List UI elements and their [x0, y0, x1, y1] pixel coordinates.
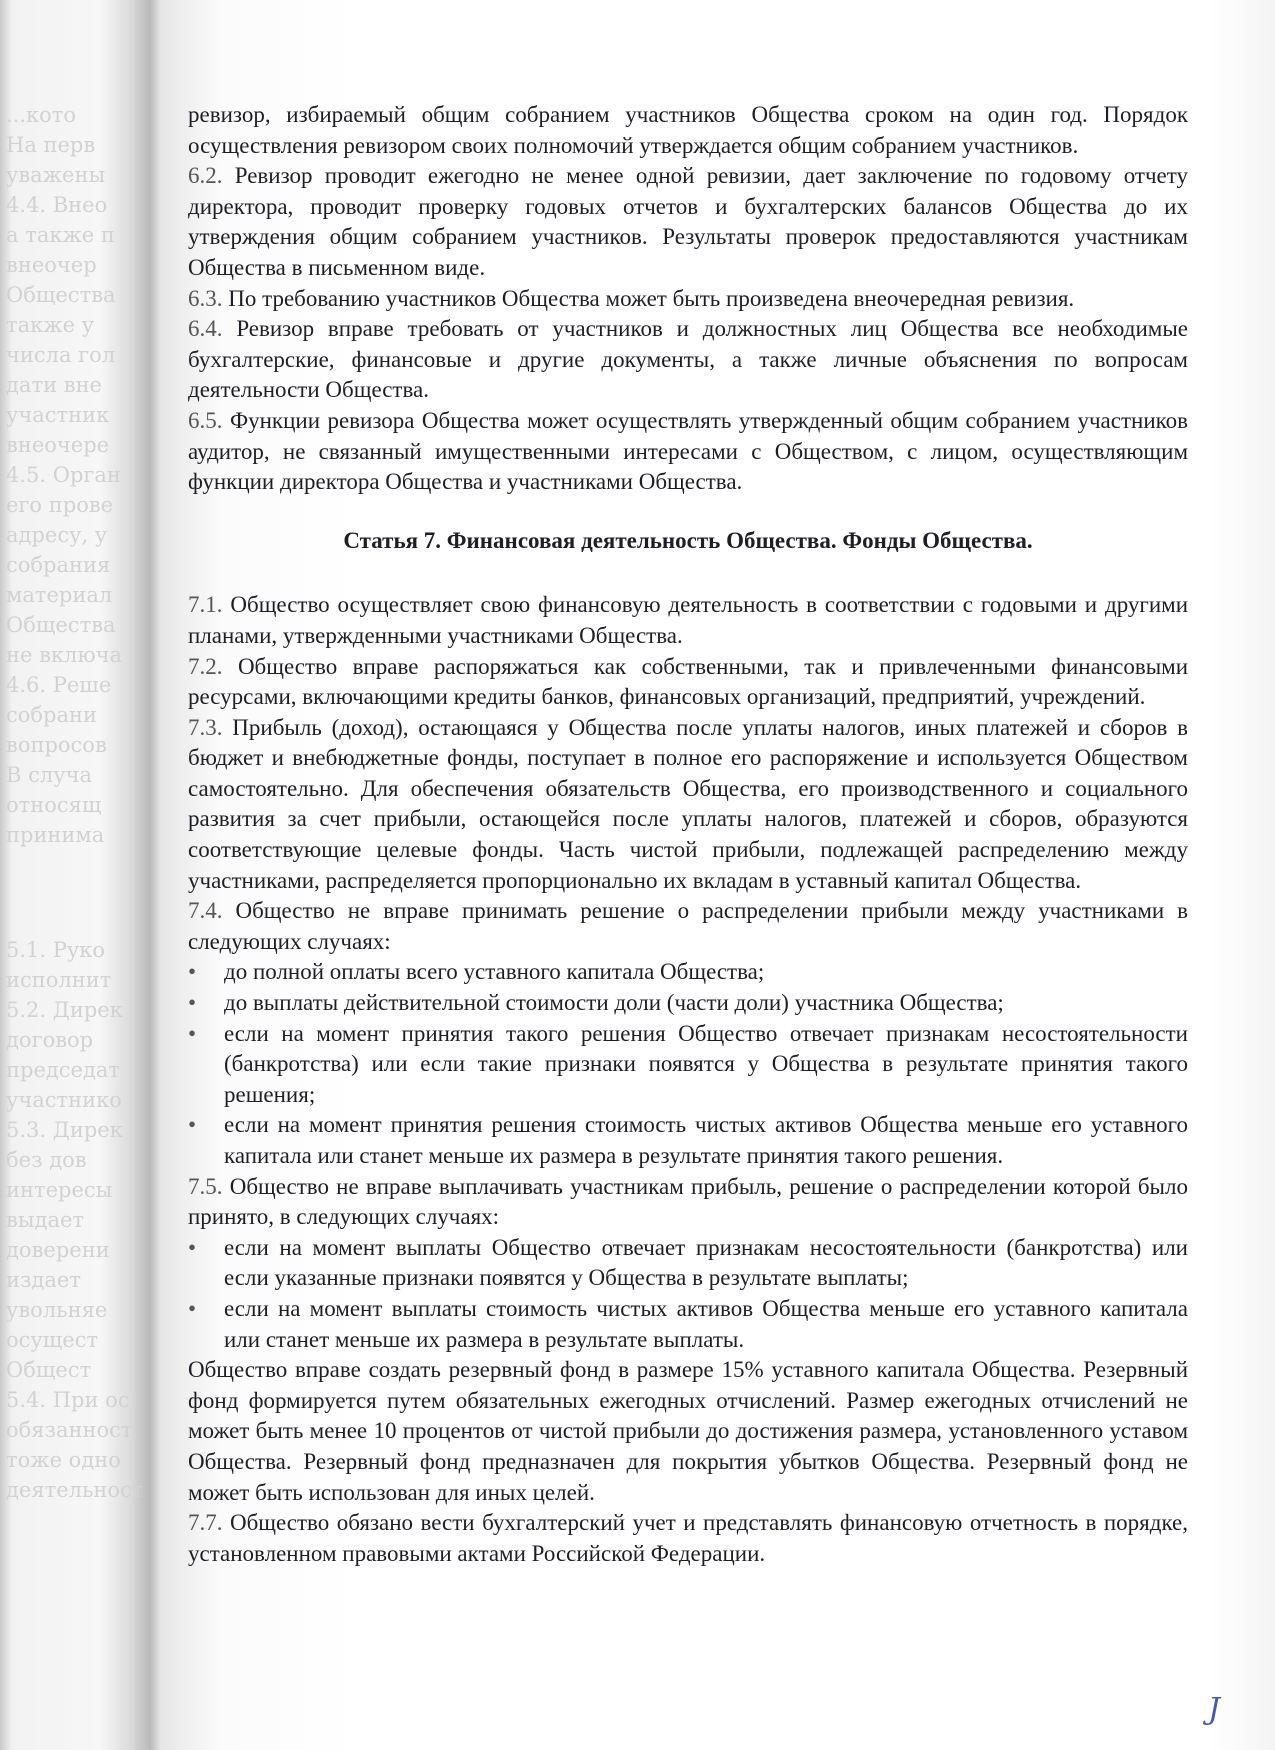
- paragraph-7-1: 7.1. Общество осуществляет свою финансовую деятельность в соответствии с годовыми и другими планами, утвержденными участниками Общества.: [188, 592, 1188, 648]
- list-item-7-5-1: • если на момент выплаты Общество отвечает признакам несостоятельности (банкротства) или если указанные признаки появятся у Общества в результате выплаты;: [188, 1234, 1188, 1291]
- list-item-7-4-1: • до полной оплаты всего уставного капитала Общества;: [188, 957, 1188, 988]
- bleed-through-text-upper: [6, 100, 156, 850]
- bleed-line: также у: [6, 313, 95, 337]
- bleed-line: доверени: [6, 1238, 110, 1262]
- bleed-line: 5.1. Руко: [6, 938, 106, 962]
- paragraph-7-7: 7.7. Общество обязано вести бухгалтерский учет и представлять финансовую отчетность в порядке, установленном правовыми актами Российской Федерации.: [188, 1510, 1189, 1566]
- paragraph-6-1-cont: ревизор, избираемый общим собранием участников Общества сроком на один год. Порядок осуществления ревизором своих полномочий утверждается общим собранием участников.: [188, 102, 1188, 158]
- article-7-heading: Статья 7. Финансовая деятельность Общества. Фонды Общества.: [343, 527, 1033, 553]
- bleed-line: 4.6. Реше: [6, 673, 112, 697]
- bleed-line: уважены: [6, 163, 106, 187]
- paragraph-6-5: 6.5. Функции ревизора Общества может осуществлять утвержденный общим собранием участников аудитор, не связанный имущественными интересами с Обществом, с лицом, осуществляющим функции директора Общества и участниками Общества.: [188, 407, 1188, 495]
- paragraph-7-2: 7.2. Общество вправе распоряжаться как собственными, так и привлеченными финансовыми ресурсами, включающими кредиты банков, финансовых организаций, предприятий, учреждений.: [188, 653, 1189, 710]
- bleed-line: тоже одно: [6, 1448, 121, 1472]
- bleed-line: адресу, у: [6, 523, 108, 547]
- list-item-7-5-2: • если на момент выплаты стоимость чистых активов Общества меньше его уставного капитала или станет меньше их размера в результате выплаты.: [188, 1295, 1188, 1352]
- bleed-line: участнико: [6, 1088, 122, 1112]
- bleed-line: издает: [6, 1268, 81, 1292]
- bleed-line: В случа: [6, 763, 92, 787]
- bullet-icon: •: [188, 1295, 197, 1321]
- paragraph-7-3: 7.3. Прибыль (доход), остающаяся у Общества после уплаты налогов, иных платежей и сборов в бюджет и внебюджетные фонды, поступает в полное его распоряжение и используется Обществом самостоятельно. Для обеспечения обязательств Общества, его производственного и социального развития за счет прибыли, остающейся после уплаты налогов, платежей и сборов, образуются соответствующие целевые фонды. Часть чистой прибыли, подлежащей распределению между участниками, распределяется пропорционально их вкладам в уставный капитал Общества.: [188, 714, 1189, 893]
- bleed-line: 5.4. При ос: [6, 1388, 130, 1412]
- bleed-line: не включа: [6, 643, 123, 667]
- bleed-line: исполнит: [6, 968, 112, 992]
- bullet-icon: •: [188, 1234, 197, 1260]
- bleed-line: числа гол: [6, 343, 116, 367]
- bleed-line: его прове: [6, 493, 114, 517]
- bleed-line: Общества: [6, 613, 116, 637]
- bleed-line: обязанност: [6, 1418, 133, 1442]
- bleed-line: Общест: [6, 1358, 92, 1382]
- handwritten-initial: Ϳ: [1208, 1692, 1221, 1727]
- bleed-line: осущест: [6, 1328, 99, 1352]
- paragraph-6-4: 6.4. Ревизор вправе требовать от участников и должностных лиц Общества все необходимые бухгалтерские, финансовые и другие документы, а также личные объяснения по вопросам деятельности Общества.: [188, 316, 1188, 403]
- bleed-line: 4.5. Орган: [6, 463, 121, 487]
- adjacent-page-edge: [0, 0, 160, 1750]
- bleed-line: 4.4. Внео: [6, 193, 108, 217]
- bleed-line: собрания: [6, 553, 111, 577]
- paragraph-7-4: 7.4. Общество не вправе принимать решение о распределении прибыли между участниками в следующих случаях:: [188, 898, 1189, 954]
- bleed-line: внеочер: [6, 253, 97, 277]
- bleed-line: без дов: [6, 1148, 87, 1172]
- bleed-line: выдает: [6, 1208, 85, 1232]
- bleed-line: а также п: [6, 223, 115, 247]
- paragraph-7-5: 7.5. Общество не вправе выплачивать участникам прибыль, решение о распределении которой было принято, в следующих случаях:: [188, 1173, 1188, 1230]
- paragraph-6-3: 6.3. По требованию участников Общества может быть произведена внеочередная ревизия.: [188, 285, 1075, 311]
- bleed-line: принима: [6, 823, 105, 847]
- bleed-line: 5.2. Дирек: [6, 998, 123, 1022]
- bleed-line: договор: [6, 1028, 94, 1052]
- bleed-line: На перв: [6, 133, 96, 157]
- bleed-line: внеочере: [6, 433, 110, 457]
- document-body: [188, 100, 1188, 1569]
- bleed-line: вопросов: [6, 733, 107, 757]
- bleed-line: Общества: [6, 283, 116, 307]
- list-item-7-4-4: • если на момент принятия решения стоимость чистых активов Общества меньше его уставного капитала или станет меньше их размера в результате принятия такого решения.: [188, 1112, 1188, 1168]
- bullet-icon: •: [188, 959, 197, 985]
- bleed-line: материал: [6, 583, 113, 607]
- bleed-line: дати вне: [6, 373, 102, 397]
- bleed-through-text-lower: [6, 935, 156, 1505]
- bleed-line: участник: [6, 403, 110, 427]
- bleed-line: относящ: [6, 793, 102, 817]
- bleed-line: деятельност: [6, 1478, 144, 1502]
- bleed-line: собрани: [6, 703, 98, 727]
- bullet-icon: •: [188, 990, 197, 1016]
- list-item-7-4-2: • до выплаты действительной стоимости доли (части доли) участника Общества;: [188, 988, 1188, 1019]
- bullet-icon: •: [188, 1112, 197, 1138]
- list-item-7-4-3: • если на момент принятия такого решения Общество отвечает признакам несостоятельности (банкротства) или если такие признаки появятся у Общества в результате принятия такого решения;: [188, 1020, 1188, 1107]
- bleed-line: 5.3. Дирек: [6, 1118, 123, 1142]
- bleed-line: увольняе: [6, 1298, 108, 1322]
- paragraph-reserve-fund: Общество вправе создать резервный фонд в размере 15% уставного капитала Общества. Резервный фонд формируется путем обязательных ежегодных отчислений. Размер ежегодных отчислений не может быть менее 10 процентов от чистой прибыли до достижения размера, установленного уставом Общества. Резервный фонд предназначен для покрытия убытков Общества. Резервный фонд не может быть использован для иных целей.: [188, 1357, 1188, 1505]
- bleed-line: интересы: [6, 1178, 113, 1202]
- bullet-icon: •: [188, 1020, 197, 1046]
- bleed-line: председат: [6, 1058, 121, 1082]
- bleed-line: ...кото: [6, 103, 77, 127]
- paragraph-6-2: 6.2. Ревизор проводит ежегодно не менее одной ревизии, дает заключение по годовому отчету директора, проводит проверку годовых отчетов и бухгалтерских балансов Общества до их утверждения общим собранием участников. Результаты проверок предоставляются участникам Общества в письменном виде.: [188, 163, 1188, 280]
